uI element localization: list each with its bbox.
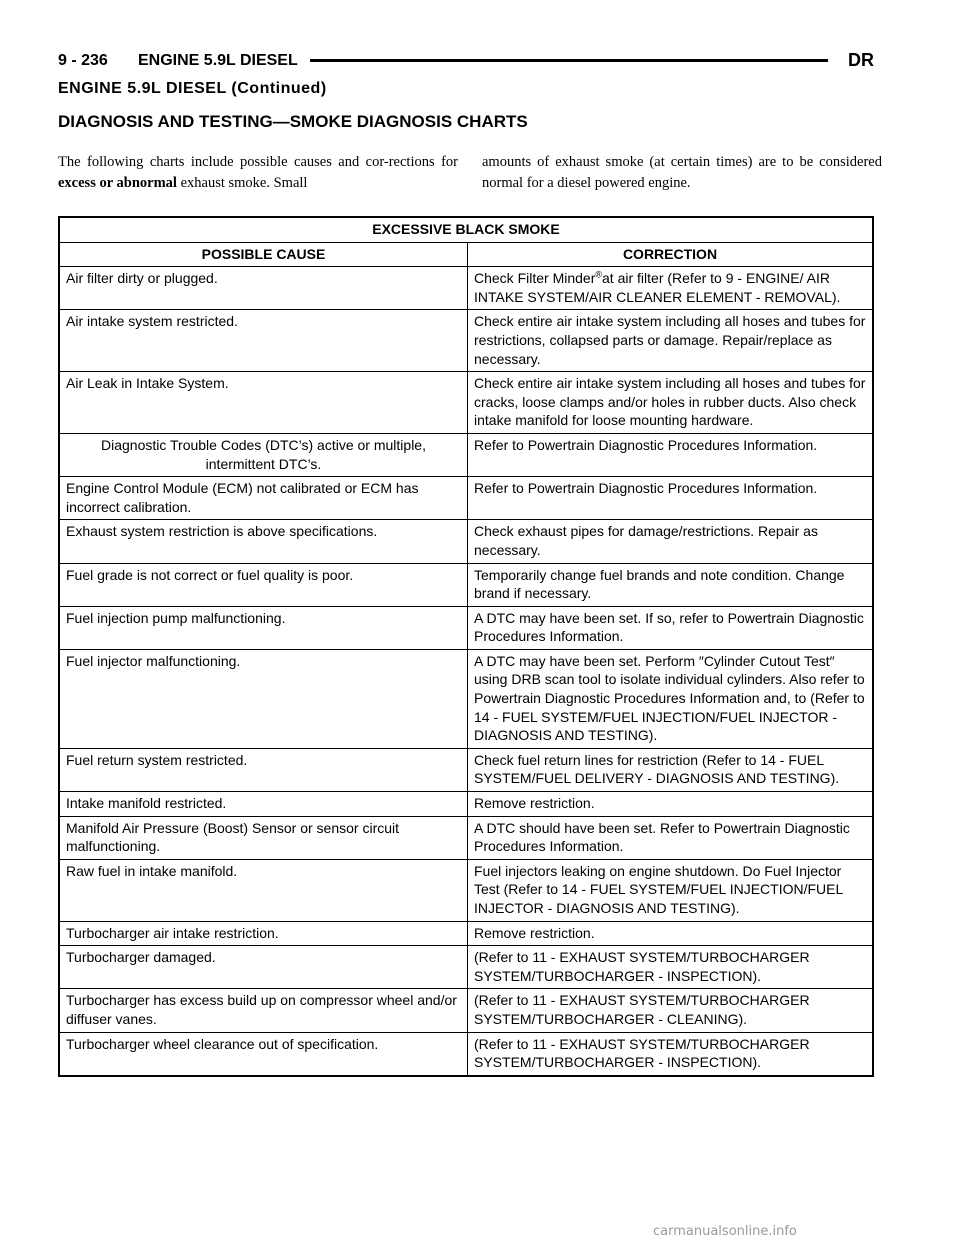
- page-number: 9 - 236: [58, 52, 108, 69]
- table-row: [59, 649, 873, 748]
- correction-cell: Refer to Powertrain Diagnostic Procedures Information.: [468, 477, 874, 520]
- header-rule: [310, 59, 828, 62]
- continued-title: ENGINE 5.9L DIESEL (Continued): [58, 80, 327, 97]
- cause-cell: Air intake system restricted.: [59, 310, 468, 372]
- smoke-diagnosis-table: [58, 216, 874, 1077]
- table-row: [59, 921, 873, 946]
- watermark: carmanualsonline.info: [653, 1224, 797, 1239]
- cause-cell: Intake manifold restricted.: [59, 792, 468, 817]
- cause-cell: Turbocharger wheel clearance out of specification.: [59, 1032, 468, 1076]
- column-header-cause: POSSIBLE CAUSE: [59, 242, 468, 267]
- table-caption: EXCESSIVE BLACK SMOKE: [59, 217, 873, 242]
- cause-cell: Manifold Air Pressure (Boost) Sensor or sensor circuit malfunctioning.: [59, 816, 468, 859]
- table-row: [59, 606, 873, 649]
- correction-cell: [468, 267, 874, 310]
- correction-cell: A DTC may have been set. Perform ″Cylinder Cutout Test″ using DRB scan tool to isolate individual cylinders. Also refer to Powertrain Diagnostic Procedures Information and, to (Refer to 14 - FUEL SYSTEM/FUEL INJECTION/FUEL INJECTOR - DIAGNOSIS AND TESTING).: [468, 649, 874, 748]
- table-row: [59, 946, 873, 989]
- cause-cell: Diagnostic Trouble Codes (DTC’s) active or multiple, intermittent DTC’s.: [59, 433, 468, 476]
- intro-text-a: The following charts include possible causes and cor-rections for: [58, 154, 458, 170]
- cause-cell: Engine Control Module (ECM) not calibrated or ECM has incorrect calibration.: [59, 477, 468, 520]
- cause-cell: Fuel injection pump malfunctioning.: [59, 606, 468, 649]
- table-row: [59, 989, 873, 1032]
- cause-cell: Air filter dirty or plugged.: [59, 267, 468, 310]
- section-title: DIAGNOSIS AND TESTING—SMOKE DIAGNOSIS CHARTS: [58, 112, 528, 131]
- cause-cell: Raw fuel in intake manifold.: [59, 859, 468, 921]
- correction-cell: Check entire air intake system including all hoses and tubes for restrictions, collapsed parts or damage. Repair/replace as necessary.: [468, 310, 874, 372]
- correction-cell: A DTC may have been set. If so, refer to Powertrain Diagnostic Procedures Information.: [468, 606, 874, 649]
- table-row: [59, 433, 873, 476]
- cause-cell: Turbocharger damaged.: [59, 946, 468, 989]
- table-row: [59, 563, 873, 606]
- table-row: [59, 372, 873, 434]
- correction-cell: Check exhaust pipes for damage/restrictions. Repair as necessary.: [468, 520, 874, 563]
- correction-cell: Fuel injectors leaking on engine shutdown. Do Fuel Injector Test (Refer to 14 - FUEL SYSTEM/FUEL INJECTION/FUEL INJECTOR - DIAGNOSIS AND TESTING).: [468, 859, 874, 921]
- table-row: [59, 1032, 873, 1076]
- table-row: [59, 310, 873, 372]
- running-title: ENGINE 5.9L DIESEL: [138, 52, 298, 69]
- intro-bold: excess or abnormal: [58, 175, 177, 191]
- cause-cell: Exhaust system restriction is above specifications.: [59, 520, 468, 563]
- intro-col-2: amounts of exhaust smoke (at certain times) are to be considered normal for a diesel powered engine.: [482, 154, 882, 191]
- correction-cell: Check entire air intake system including all hoses and tubes for cracks, loose clamps and/or holes in rubber ducts. Also check intake manifold for loose mounting hardware.: [468, 372, 874, 434]
- intro-col-1: [58, 152, 458, 194]
- correction-cell: Check fuel return lines for restriction (Refer to 14 - FUEL SYSTEM/FUEL DELIVERY - DIAGNOSIS AND TESTING).: [468, 748, 874, 791]
- table-row: [59, 748, 873, 791]
- table-row: [59, 816, 873, 859]
- correction-cell: Temporarily change fuel brands and note condition. Change brand if necessary.: [468, 563, 874, 606]
- table-row: [59, 477, 873, 520]
- cause-cell: Fuel return system restricted.: [59, 748, 468, 791]
- correction-text: Check Filter Minder: [474, 270, 596, 287]
- correction-cell: (Refer to 11 - EXHAUST SYSTEM/TURBOCHARGER SYSTEM/TURBOCHARGER - INSPECTION).: [468, 946, 874, 989]
- cause-cell: Turbocharger air intake restriction.: [59, 921, 468, 946]
- cause-cell: Fuel injector malfunctioning.: [59, 649, 468, 748]
- correction-cell: Remove restriction.: [468, 921, 874, 946]
- correction-cell: A DTC should have been set. Refer to Powertrain Diagnostic Procedures Information.: [468, 816, 874, 859]
- table-row: [59, 792, 873, 817]
- table-row: [59, 267, 873, 310]
- intro-text-b: exhaust smoke. Small: [176, 175, 308, 191]
- correction-text: at air filter (Refer to 9 - ENGINE/ AIR INTAKE SYSTEM/AIR CLEANER ELEMENT - REMOVAL).: [474, 270, 841, 305]
- table-row: [59, 520, 873, 563]
- page-header: [58, 46, 874, 76]
- cause-cell: Air Leak in Intake System.: [59, 372, 468, 434]
- cause-cell: Fuel grade is not correct or fuel quality is poor.: [59, 563, 468, 606]
- correction-cell: (Refer to 11 - EXHAUST SYSTEM/TURBOCHARGER SYSTEM/TURBOCHARGER - INSPECTION).: [468, 1032, 874, 1076]
- column-header-correction: CORRECTION: [468, 242, 874, 267]
- correction-cell: Remove restriction.: [468, 792, 874, 817]
- correction-cell: (Refer to 11 - EXHAUST SYSTEM/TURBOCHARGER SYSTEM/TURBOCHARGER - CLEANING).: [468, 989, 874, 1032]
- table-row: [59, 859, 873, 921]
- correction-cell: Refer to Powertrain Diagnostic Procedures Information.: [468, 433, 874, 476]
- cause-cell: Turbocharger has excess build up on compressor wheel and/or diffuser vanes.: [59, 989, 468, 1032]
- registered-mark-icon: ®: [595, 269, 603, 280]
- model-code: DR: [848, 50, 874, 70]
